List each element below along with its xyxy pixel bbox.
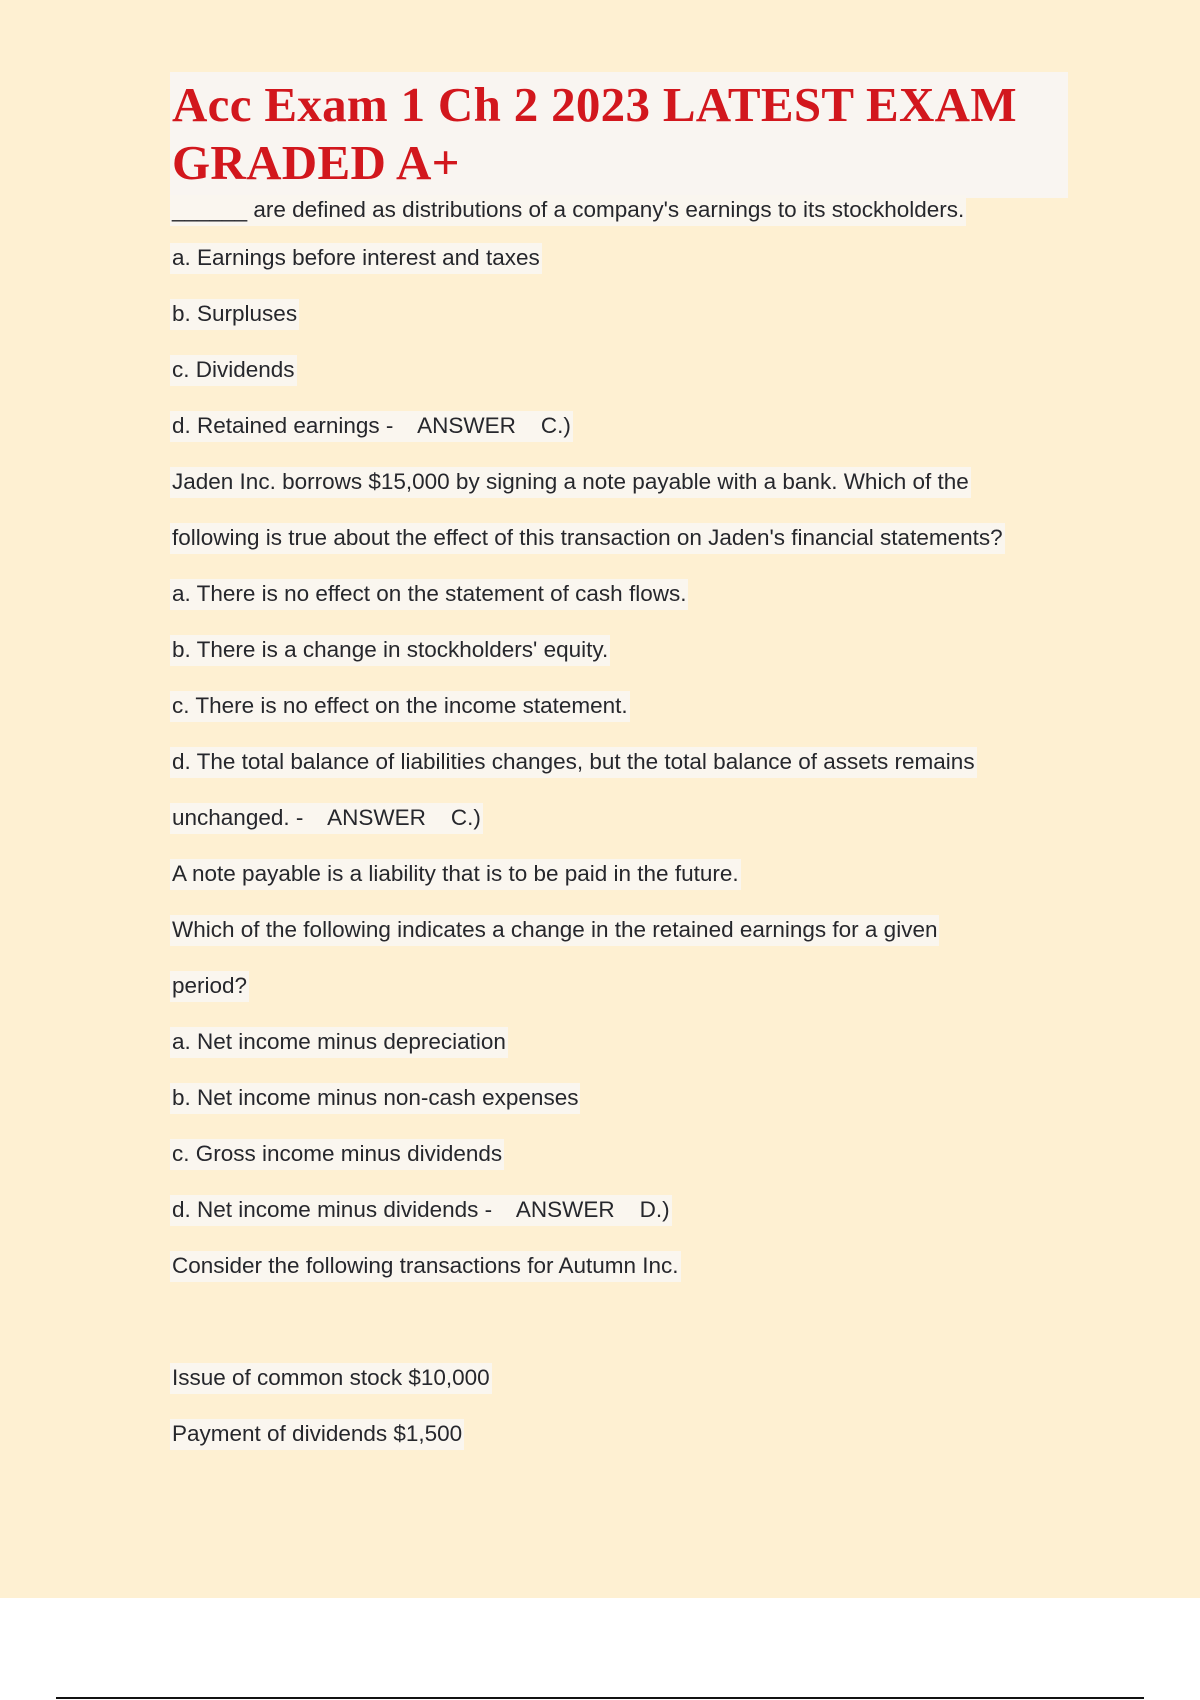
document-title: [170, 72, 1068, 198]
text-line: [170, 902, 1070, 958]
question-3-option-a: a. Net income minus depreciation: [170, 1027, 508, 1058]
blank-line: [170, 1294, 1070, 1350]
text-line: [170, 286, 1070, 342]
text-line: [170, 454, 1070, 510]
title-line-1: Acc Exam 1 Ch 2 2023 LATEST EXAM: [172, 77, 1017, 132]
question-1-option-a: a. Earnings before interest and taxes: [170, 243, 542, 274]
text-line: [170, 622, 1070, 678]
question-4-stem: Consider the following transactions for Autumn Inc.: [170, 1251, 681, 1282]
question-3-option-d-answer: d. Net income minus dividends - ANSWER D.): [170, 1195, 672, 1226]
question-3-stem-line-2: period?: [170, 971, 249, 1002]
text-line: [170, 342, 1070, 398]
question-2-option-d-line-1: d. The total balance of liabilities changes, but the total balance of assets remains: [170, 747, 977, 778]
transaction-dividends: Payment of dividends $1,500: [170, 1419, 464, 1450]
question-1-option-b: b. Surpluses: [170, 299, 299, 330]
question-3-option-c: c. Gross income minus dividends: [170, 1139, 504, 1170]
text-line: [170, 1126, 1070, 1182]
question-1-option-c: c. Dividends: [170, 355, 297, 386]
text-line: [170, 510, 1070, 566]
question-1-stem: ______ are defined as distributions of a company's earnings to its stockholders.: [170, 195, 966, 226]
question-2-option-a: a. There is no effect on the statement of cash flows.: [170, 579, 688, 610]
question-2-explanation: A note payable is a liability that is to be paid in the future.: [170, 859, 741, 890]
text-line: [170, 190, 1070, 230]
title-line-2: GRADED A+: [172, 135, 460, 190]
text-line: [170, 566, 1070, 622]
text-line: [170, 958, 1070, 1014]
text-line: [170, 398, 1070, 454]
text-line: [170, 1182, 1070, 1238]
text-line: [170, 1238, 1070, 1294]
text-line: [170, 230, 1070, 286]
question-2-option-c: c. There is no effect on the income statement.: [170, 691, 630, 722]
text-line: [170, 1350, 1070, 1406]
question-2-stem-line-2: following is true about the effect of this transaction on Jaden's financial statements?: [170, 523, 1005, 554]
text-line: [170, 1406, 1070, 1462]
question-3-option-b: b. Net income minus non-cash expenses: [170, 1083, 580, 1114]
transaction-common-stock: Issue of common stock $10,000: [170, 1363, 492, 1394]
question-2-stem-line-1: Jaden Inc. borrows $15,000 by signing a note payable with a bank. Which of the: [170, 467, 971, 498]
text-line: [170, 1070, 1070, 1126]
question-3-stem-line-1: Which of the following indicates a change in the retained earnings for a given: [170, 915, 939, 946]
footer-rule: [56, 1697, 1144, 1699]
question-1-option-d-answer: d. Retained earnings - ANSWER C.): [170, 411, 573, 442]
question-2-option-d-answer: unchanged. - ANSWER C.): [170, 803, 483, 834]
text-line: [170, 790, 1070, 846]
text-line: [170, 678, 1070, 734]
text-line: [170, 846, 1070, 902]
text-line: [170, 734, 1070, 790]
question-2-option-b: b. There is a change in stockholders' equity.: [170, 635, 610, 666]
document-content: [170, 72, 1070, 1462]
text-line: [170, 1014, 1070, 1070]
